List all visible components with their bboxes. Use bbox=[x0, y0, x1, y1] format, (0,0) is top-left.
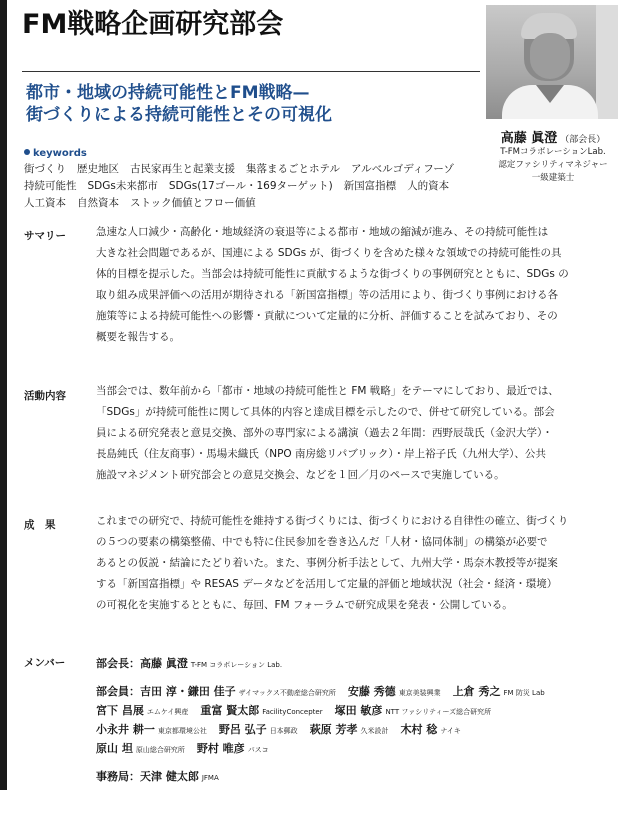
keyword: アルベルゴディフーゾ bbox=[350, 163, 454, 175]
member-name: 塚田 敏彦 bbox=[334, 704, 383, 717]
results-line: これまでの研究で、持続可能性を維持する街づくりには、街づくりにおける自律性の確立、街づくり bbox=[96, 515, 569, 527]
keyword: ストック価値とフロー価値 bbox=[130, 197, 256, 209]
keyword: SDGs(17ゴール・169ターゲット) bbox=[168, 180, 333, 192]
member-org: 久米設計 bbox=[360, 727, 389, 735]
member-name: 野呂 弘子 bbox=[218, 723, 267, 736]
keywords-list bbox=[24, 161, 465, 212]
results-line: の可視化を実施するとともに、毎回、FM フォーラムで研究成果を発表・公開している。 bbox=[96, 599, 513, 611]
summary-body bbox=[96, 222, 608, 348]
results-body bbox=[96, 511, 608, 616]
member-org: NTT ファシリティーズ総合研究所 bbox=[385, 708, 492, 716]
member-org: ナイキ bbox=[440, 727, 461, 735]
member-name: 小永井 耕一 bbox=[96, 723, 155, 736]
member-name: 宮下 昌展 bbox=[96, 704, 144, 717]
chair-row bbox=[96, 655, 294, 671]
keyword: 集落まるごとホテル bbox=[246, 163, 340, 175]
activities-line: 員による研究発表と意見交換、部外の専門家による講演（過去２年間：西野辰哉氏（金沢大学）・ bbox=[96, 427, 553, 439]
profile-role: （部会長） bbox=[560, 135, 606, 145]
member-org: エムケイ興産 bbox=[146, 708, 189, 716]
member-row bbox=[96, 740, 281, 756]
activities-body bbox=[96, 381, 608, 486]
header-divider bbox=[22, 71, 480, 72]
summary-line: 取り組み成果評価への活用が期待される「新国富指標」等の活用により、街づくり事例における各 bbox=[96, 289, 558, 301]
summary-label: サマリー bbox=[24, 230, 66, 242]
chair-label: 部会長： bbox=[96, 657, 140, 670]
office-row bbox=[96, 768, 231, 784]
activities-line: 施設マネジメント研究部会との意見交換会、などを１回／月のペースで実施している。 bbox=[96, 469, 505, 481]
results-line: する「新国富指標」や RESAS データなどを活用して定量的評価と地域状況（社会・経済・環境） bbox=[96, 578, 558, 590]
activities-label: 活動内容 bbox=[24, 390, 66, 402]
portrait-photo bbox=[486, 5, 618, 119]
keyword: SDGs未来都市 bbox=[87, 180, 158, 192]
page-edge-rule bbox=[0, 0, 7, 790]
member-row bbox=[96, 702, 503, 718]
results-label: 成 果 bbox=[24, 519, 56, 531]
member-name: 野村 唯彦 bbox=[196, 742, 245, 755]
member-name: 木村 稔 bbox=[400, 723, 438, 736]
profile-block bbox=[486, 127, 620, 185]
activities-line: 長島純氏（住友商事）・馬場未織氏（NPO 南房総リパブリック）・岸上裕子氏（九州大学）、公共 bbox=[96, 448, 546, 460]
member-org: 東京美装興業 bbox=[398, 689, 441, 697]
keywords-line bbox=[24, 161, 465, 178]
member-name: 原山 坦 bbox=[96, 742, 133, 755]
member-name: 高藤 眞澄 bbox=[140, 657, 188, 670]
activities-line: 当部会では、数年前から「都市・地域の持続可能性と FM 戦略」をテーマにしており、最近では、 bbox=[96, 385, 559, 397]
profile-affiliation: T-FMコラボレーションLab. bbox=[500, 147, 606, 157]
member-org: T-FM コラボレーション Lab. bbox=[190, 661, 283, 669]
keyword: 人工資本 bbox=[24, 197, 66, 209]
member-org: 原山総合研究所 bbox=[135, 746, 185, 754]
summary-line: 概要を報告する。 bbox=[96, 331, 180, 343]
keyword: 新国富指標 bbox=[343, 180, 397, 192]
profile-license: 一級建築士 bbox=[531, 173, 575, 183]
results-line: の５つの要素の構築整備、中でも特に住民参加を巻き込んだ「人材・協同体制」の構築が必要で bbox=[96, 536, 548, 548]
member-org: 東京都環境公社 bbox=[157, 727, 207, 735]
keyword: 街づくり bbox=[24, 163, 66, 175]
member-org: JFMA bbox=[201, 774, 219, 782]
keywords-line bbox=[24, 195, 465, 212]
subtitle bbox=[26, 82, 481, 126]
keywords-line bbox=[24, 178, 465, 195]
members-label-inline: 部会員： bbox=[96, 685, 140, 698]
subtitle-line: 都市・地域の持続可能性とFM戦略— bbox=[26, 83, 310, 103]
profile-certification: 認定ファシリティマネジャー bbox=[498, 160, 608, 170]
member-row bbox=[96, 683, 557, 699]
results-line: あるとの仮説・結論にたどり着いた。また、事例分析手法として、九州大学・馬奈木教授等が提案 bbox=[96, 557, 558, 569]
summary-line: 大きな社会問題であるが、国連による SDGs が、街づくりを含めた様々な領域での持続可能性の具 bbox=[96, 247, 562, 259]
member-name: 上倉 秀之 bbox=[452, 685, 501, 698]
member-org: 日本郵政 bbox=[269, 727, 298, 735]
subtitle-line: 街づくりによる持続可能性とその可視化 bbox=[26, 105, 332, 125]
member-org: FM 防災 Lab bbox=[503, 689, 545, 697]
member-name: 天津 健太郎 bbox=[140, 770, 199, 783]
activities-line: 「SDGs」が持続可能性に関して具体的内容と達成目標を示したので、併せて研究している。部会 bbox=[96, 406, 555, 418]
keyword: 自然資本 bbox=[77, 197, 119, 209]
summary-line: 体的目標を提示した。当部会は持続可能性に貢献するような街づくりの事例研究とともに、SDGs の bbox=[96, 268, 569, 280]
member-name: 吉田 淳・鎌田 佳子 bbox=[140, 685, 236, 698]
members-label: メンバー bbox=[24, 657, 66, 669]
keyword: 持続可能性 bbox=[24, 180, 77, 192]
member-row bbox=[96, 721, 473, 737]
summary-line: 施策等による持続可能性への影響・貢献について定量的に分析、評価することを試みており、その bbox=[96, 310, 558, 322]
summary-line: 急速な人口減少・高齢化・地域経済の衰退等による都市・地域の縮減が進み、その持続可能性は bbox=[96, 226, 549, 238]
keywords-heading: keywords bbox=[24, 148, 87, 159]
office-label: 事務局： bbox=[96, 770, 140, 783]
member-name: 萩原 芳孝 bbox=[309, 723, 358, 736]
keyword: 歴史地区 bbox=[77, 163, 119, 175]
member-org: ザイマックス不動産総合研究所 bbox=[238, 689, 336, 697]
page-title: FM戦略企画研究部会 bbox=[22, 9, 284, 40]
member-org: パスコ bbox=[247, 746, 269, 754]
keyword: 人的資本 bbox=[407, 180, 450, 192]
member-org: FacilityConcepter bbox=[262, 708, 323, 716]
member-name: 安藤 秀德 bbox=[347, 685, 396, 698]
profile-name: 高藤 眞澄 bbox=[500, 131, 558, 146]
keyword: 古民家再生と起業支援 bbox=[130, 163, 235, 175]
member-name: 重富 賢太郎 bbox=[200, 704, 260, 717]
bullet-dot-icon bbox=[24, 149, 30, 155]
